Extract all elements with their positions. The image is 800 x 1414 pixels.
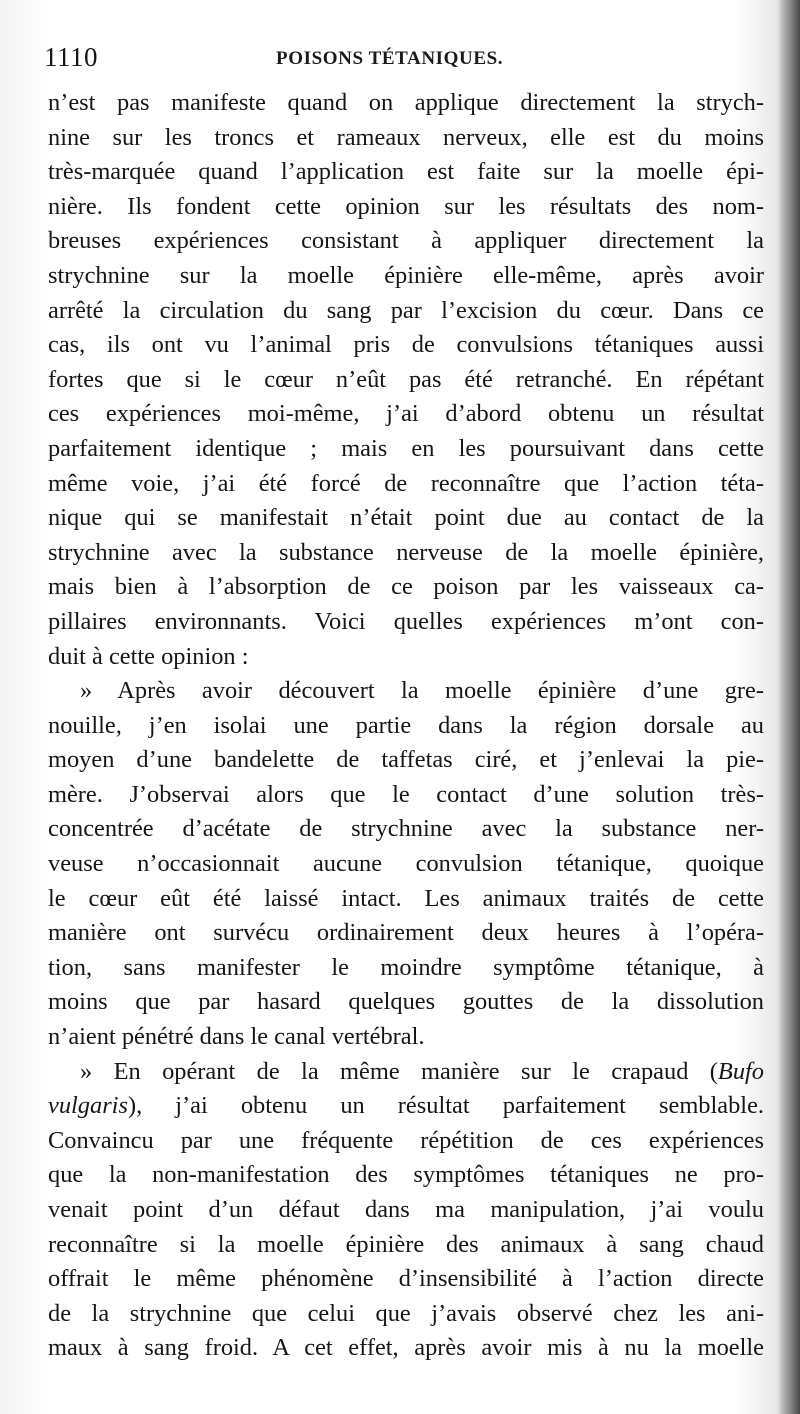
text-line: nouille, j’en isolai une partie dans la région dorsale au — [48, 711, 764, 739]
text-line: venait point d’un défaut dans ma manipulation, j’ai voulu — [48, 1196, 764, 1223]
text-line: ces expériences moi-même, j’ai d’abord obtenu un résultat — [48, 400, 764, 428]
text-line: parfaitement identique ; mais en les poursuivant dans cette — [48, 434, 764, 462]
text-line: reconnaître si la moelle épinière des animaux à sang chaud — [48, 1230, 764, 1258]
text-line: arrêté la circulation du sang par l’excision du cœur. Dans ce — [48, 296, 764, 324]
text-line: moins que par hasard quelques gouttes de la dissolution — [48, 988, 764, 1016]
text-line: même voie, j’ai été forcé de reconnaître que l’action téta- — [48, 469, 764, 497]
text-line: nique qui se manifestait n’était point due au contact de la — [48, 504, 764, 532]
text-line — [48, 1055, 764, 1090]
text-line: breuses expériences consistant à appliquer directement la — [48, 227, 764, 255]
text-line: très-marquée quand l’application est faite sur la moelle épi- — [48, 158, 764, 186]
text-line: nière. Ils fondent cette opinion sur les résultats des nom- — [48, 192, 764, 220]
text-segment: ), j’ai obtenu un résultat parfaitement semblable. — [127, 1092, 764, 1120]
page-number: 1110 — [44, 42, 98, 72]
text-line: concentrée d’acétate de strychnine avec la substance ner- — [48, 815, 764, 843]
text-line: cas, ils ont vu l’animal pris de convulsions tétaniques aussi — [48, 331, 764, 359]
text-line: nine sur les troncs et rameaux nerveux, elle est du moins — [48, 123, 764, 151]
italic-species-genus: Bufo — [717, 1057, 764, 1085]
text-line: Convaincu par une fréquente répétition de ces expériences — [48, 1126, 764, 1154]
text-line — [48, 1089, 764, 1124]
text-line: de la strychnine que celui que j’avais observé chez les ani- — [48, 1299, 764, 1327]
text-line: moyen d’une bandelette de taffetas ciré, et j’enlevai la pie- — [48, 746, 764, 774]
text-line: que la non-manifestation des symptômes tétaniques ne pro- — [48, 1161, 764, 1189]
text-line: le cœur eût été laissé intact. Les animaux traités de cette — [48, 884, 764, 912]
body-text — [48, 86, 764, 1366]
italic-species-name: vulgaris — [48, 1092, 128, 1120]
text-line: » Après avoir découvert la moelle épinière d’une gre- — [80, 677, 764, 705]
text-line: n’aient pénétré dans le canal vertébral. — [48, 1023, 425, 1051]
page-spine-shadow — [778, 0, 800, 1414]
text-line: duit à cette opinion : — [48, 642, 249, 670]
page-header — [44, 42, 764, 78]
text-line: mère. J’observai alors que le contact d’une solution très- — [48, 780, 764, 808]
text-line: veuse n’occasionnait aucune convulsion tétanique, quoique — [48, 850, 764, 878]
text-line: pillaires environnants. Voici quelles expériences m’ont con- — [48, 607, 764, 635]
text-line: fortes que si le cœur n’eût pas été retranché. En répétant — [48, 365, 764, 393]
text-segment: » En opérant de la même manière sur le crapaud ( — [80, 1057, 718, 1085]
text-line: tion, sans manifester le moindre symptôme tétanique, à — [48, 953, 764, 981]
text-line: mais bien à l’absorption de ce poison par les vaisseaux ca- — [48, 573, 764, 601]
running-title: POISONS TÉTANIQUES. — [276, 48, 504, 69]
text-line: strychnine avec la substance nerveuse de la moelle épinière, — [48, 538, 764, 566]
text-line: manière ont survécu ordinairement deux heures à l’opéra- — [48, 919, 764, 947]
text-line: strychnine sur la moelle épinière elle-même, après avoir — [48, 261, 764, 289]
text-line: offrait le même phénomène d’insensibilité à l’action directe — [48, 1265, 764, 1293]
text-line: n’est pas manifeste quand on applique directement la strych- — [48, 89, 764, 116]
text-line: maux à sang froid. A cet effet, après avoir mis à nu la moelle — [48, 1334, 764, 1362]
